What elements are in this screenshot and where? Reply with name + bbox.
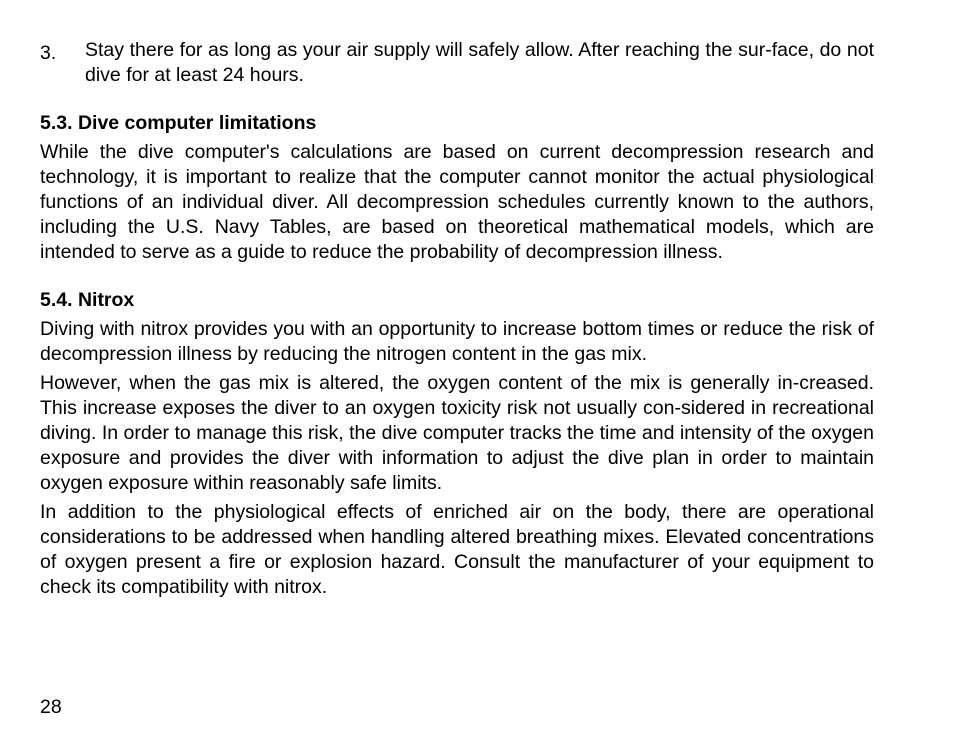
page-content	[40, 38, 874, 604]
page-number: 28	[40, 696, 62, 718]
section-heading-nitrox: 5.4. Nitrox	[40, 289, 135, 311]
list-text: Stay there for as long as your air supply will safely allow. After reaching the sur-face, do not dive for at least 24 hours.	[85, 39, 874, 86]
paragraph: While the dive computer's calculations are based on current decompression research and technology, it is important to realize that the computer cannot monitor the actual physiological functions of an individual diver. All decompression schedules currently known to the authors, including the U.S. Navy Tables, are based on theoretical mathematical models, which are intended to serve as a guide to reduce the probability of decompression illness.	[40, 141, 874, 263]
list-item	[40, 38, 874, 88]
paragraph: In addition to the physiological effects of enriched air on the body, there are operational considerations to be addressed when handling altered breathing mixes. Elevated concentrations of oxygen present a fire or explosion hazard. Consult the manufacturer of your equipment to check its compatibility with nitrox.	[40, 501, 874, 598]
list-number: 3.	[40, 42, 57, 64]
paragraph: However, when the gas mix is altered, the oxygen content of the mix is generally in-creased. This increase exposes the diver to an oxygen toxicity risk not usually con-sidered in recreational diving. In order to manage this risk, the dive computer tracks the time and intensity of the oxygen exposure and provides the diver with information to adjust the dive plan in order to maintain oxygen exposure within reasonably safe limits.	[40, 372, 874, 494]
paragraph: Diving with nitrox provides you with an opportunity to increase bottom times or reduce the risk of decompression illness by reducing the nitrogen content in the gas mix.	[40, 318, 874, 365]
section-heading-dive-computer-limitations: 5.3. Dive computer limitations	[40, 112, 317, 134]
